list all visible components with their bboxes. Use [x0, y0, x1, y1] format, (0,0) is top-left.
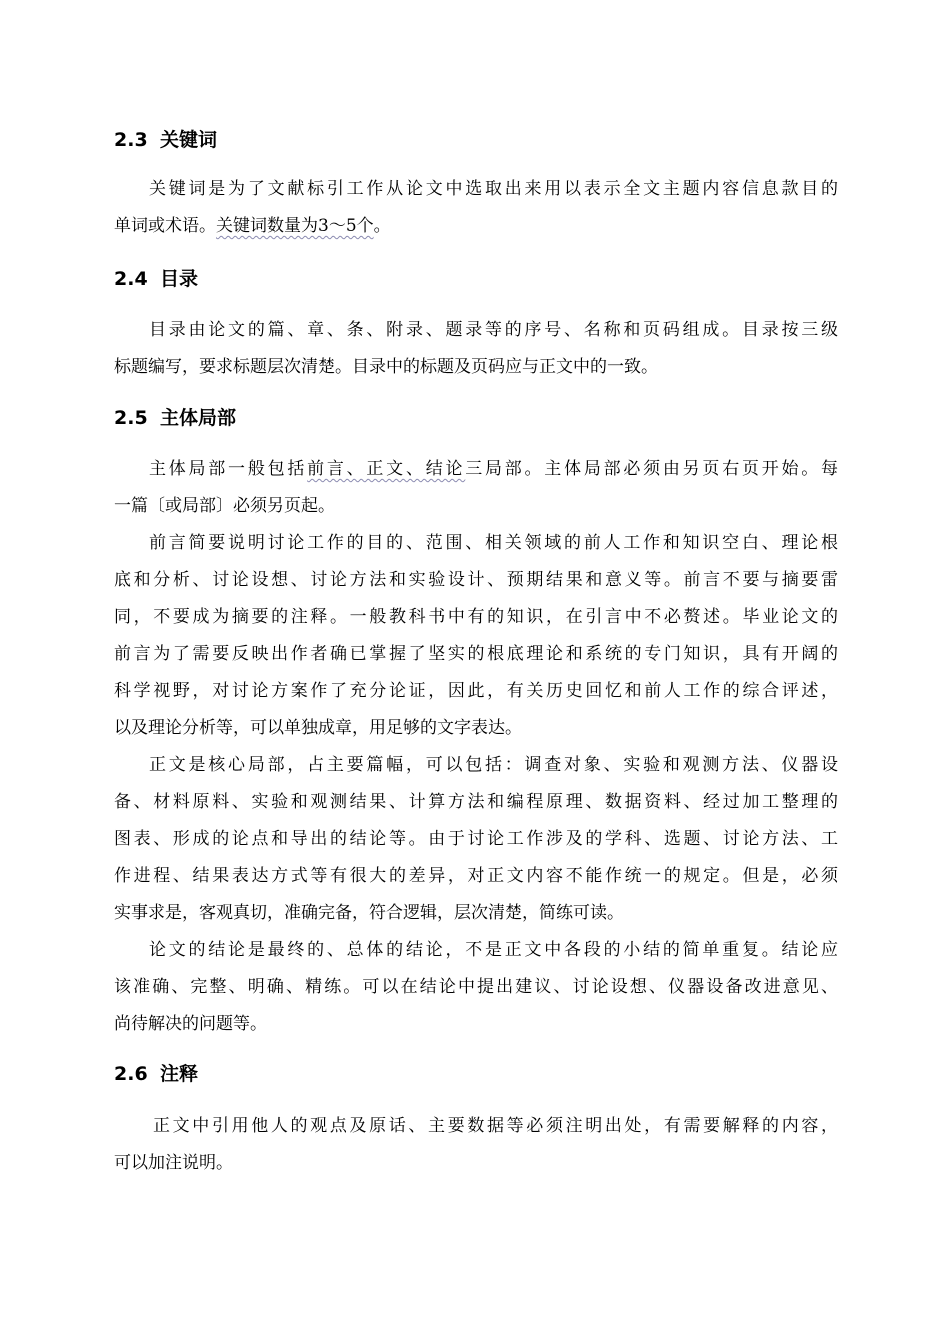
text-line: 可以加注说明。 [114, 1153, 233, 1173]
section-title: 注释 [160, 1063, 199, 1085]
paragraph-notes [114, 1108, 838, 1182]
text-line: 前言为了需要反映出作者确已掌握了坚实的根底理论和系统的专门知识，具有开阔的 [114, 644, 838, 664]
section-number: 2.6 [114, 1063, 148, 1085]
spellcheck-underlined-text: 关键词数量为3～5个 [216, 216, 374, 236]
paragraph-preface [114, 525, 838, 747]
paragraph-keywords [114, 171, 838, 245]
section-number: 2.4 [114, 268, 148, 290]
text-line: 正文是核心局部，占主要篇幅，可以包括：调查对象、实验和观测方法、仪器设 [149, 755, 838, 775]
text-run: 。 [373, 216, 391, 236]
text-line: 一篇〔或局部〕必须另页起。 [114, 496, 335, 516]
text-line: 实事求是，客观真切，准确完备，符合逻辑，层次清楚，简练可读。 [114, 903, 624, 923]
text-line: 标题编写，要求标题层次清楚。目录中的标题及页码应与正文中的一致。 [114, 357, 658, 377]
section-number: 2.3 [114, 129, 148, 151]
text-line: 目录由论文的篇、章、条、附录、题录等的序号、名称和页码组成。目录按三级 [149, 320, 838, 340]
text-run: 三局部。主体局部必须由另页右页开始。每 [465, 459, 839, 479]
text-line: 前言简要说明讨论工作的目的、范围、相关领域的前人工作和知识空白、理论根 [149, 533, 838, 553]
text-line: 底和分析、讨论设想、讨论方法和实验设计、预期结果和意义等。前言不要与摘要雷 [114, 570, 838, 590]
text-line: 备、材料原料、实验和观测结果、计算方法和编程原理、数据资料、经过加工整理的 [114, 792, 838, 812]
text-line [114, 451, 838, 488]
section-number: 2.5 [114, 407, 148, 429]
section-heading-2-6 [114, 1062, 198, 1086]
section-heading-2-3 [114, 128, 217, 152]
paragraph-body-text [114, 747, 838, 932]
section-title: 目录 [160, 268, 199, 290]
text-line: 科学视野，对讨论方案作了充分论证，因此，有关历史回忆和前人工作的综合评述， [114, 681, 838, 701]
paragraph-toc [114, 312, 838, 386]
paragraph-conclusion [114, 932, 838, 1043]
section-title: 关键词 [160, 129, 218, 151]
text-line: 尚待解决的问题等。 [114, 1014, 267, 1034]
text-run: 单词或术语。 [114, 216, 216, 236]
section-heading-2-4 [114, 267, 198, 291]
text-line: 正文中引用他人的观点及原话、主要数据等必须注明出处，有需要解释的内容， [153, 1116, 838, 1136]
text-line [114, 208, 838, 245]
text-run: 主体局部一般包括 [149, 459, 308, 479]
text-line: 该准确、完整、明确、精练。可以在结论中提出建议、讨论设想、仪器设备改进意见、 [114, 977, 838, 997]
section-heading-2-5 [114, 406, 236, 430]
section-title: 主体局部 [160, 407, 237, 429]
text-line: 以及理论分析等，可以单独成章，用足够的文字表达。 [114, 718, 522, 738]
spellcheck-underlined-text: 前言、正文、结论 [307, 459, 466, 479]
text-line: 关键词是为了文献标引工作从论文中选取出来用以表示全文主题内容信息款目的 [149, 179, 838, 199]
paragraph-main-body [114, 451, 838, 525]
text-line: 同，不要成为摘要的注释。一般教科书中有的知识，在引言中不必赘述。毕业论文的 [114, 607, 838, 627]
text-line: 图表、形成的论点和导出的结论等。由于讨论工作涉及的学科、选题、讨论方法、工 [114, 829, 838, 849]
text-line: 论文的结论是最终的、总体的结论，不是正文中各段的小结的简单重复。结论应 [149, 940, 838, 960]
text-line: 作进程、结果表达方式等有很大的差异，对正文内容不能作统一的规定。但是，必须 [114, 866, 838, 886]
